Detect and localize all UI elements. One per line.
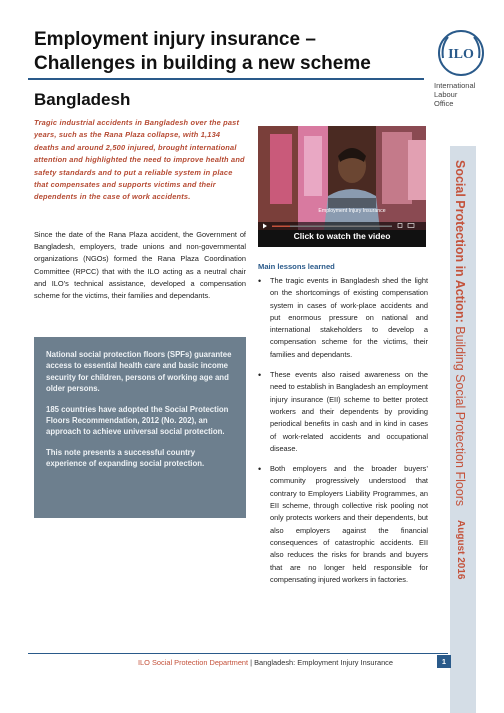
- logo-line: Labour: [434, 90, 458, 99]
- lessons-list: [258, 275, 428, 594]
- ilo-logo: [434, 28, 488, 108]
- series-title-bold: Social Protection in Action:: [453, 160, 467, 323]
- logo-text: [434, 81, 488, 108]
- intro-paragraph: Tragic industrial accidents in Bangladesh over the past years, such as the Rana Plaza collapse, with 1,134 deaths and around 2,500 injured, brought international attention and highlighted the need to improve health and safety standards and to put a reliable system in place that compensates and supports victims and their dependents in the case of work accidents.: [34, 118, 245, 202]
- page-footer: [138, 658, 393, 667]
- video-caption: Employment Injury Insurance: [318, 208, 386, 214]
- header-divider: [28, 78, 424, 80]
- publication-date: August 2016: [455, 520, 466, 580]
- callout-paragraph: 185 countries have adopted the Social Protection Floors Recommendation, 2012 (No. 202), an approach to achieve universal social protection.: [46, 404, 229, 437]
- list-item: • These events also raised awareness on the need to establish in Bangladesh an employment injury insurance (EII) scheme to better protect workers and their dependents by providing periodical benefits in cash and in kind in cases of work-related accidents and occupational disease.: [258, 369, 428, 455]
- list-item: • Both employers and the broader buyers’ community progressively understood that contrary to Employers Liability Programmes, an EII scheme, through collective risk pooling not only protects workers and their dependents, but also employers against the financial consequences of catastrophic accidents. EII also reduces the risks for brands and buyers that are no longer held responsible for compensating injured workers in factories.: [258, 463, 428, 586]
- country-heading: Bangladesh: [34, 90, 131, 109]
- video-scene-image: [258, 126, 426, 230]
- footer-divider: [28, 653, 448, 654]
- list-item: • The tragic events in Bangladesh shed the light on the shortcomings of existing compensation system in cases of work-place accidents and put enormous pressure on national and international stakeholders to develop a compensation scheme for the victims, their families and dependants.: [258, 275, 428, 361]
- logo-line: International: [434, 81, 476, 90]
- callout-paragraph: This note presents a successful country experience of expanding social protection.: [46, 447, 205, 469]
- spf-callout-box: [34, 337, 246, 518]
- footer-department: ILO Social Protection Department: [138, 658, 249, 667]
- callout-paragraph: National social protection floors (SPFs) guarantee access to essential health care and basic income security for children, persons of working age and older persons.: [46, 350, 232, 394]
- series-title-rest: Building Social Protection Floors: [453, 326, 467, 507]
- footer-doc-title: Bangladesh: Employment Injury Insurance: [254, 658, 393, 667]
- logo-mark: ILO: [448, 47, 474, 62]
- ilo-emblem-icon: [434, 28, 488, 78]
- video-progress[interactable]: [272, 226, 290, 228]
- watch-video-link[interactable]: Click to watch the video: [293, 231, 391, 241]
- footer-separator: |: [248, 658, 255, 667]
- page-number: 1: [437, 655, 451, 668]
- video-thumbnail[interactable]: [258, 126, 426, 247]
- document-title: Employment injury insurance – Challenges in building a new scheme: [34, 29, 371, 74]
- series-title: [453, 160, 467, 506]
- body-paragraph: Since the date of the Rana Plaza accident, the Government of Bangladesh, employers, trade unions and non-governmental organizations (NGOs) formed the Rana Plaza Coordination Committee (RPCC) that with the ILO acting as a neutral chair and ILO’s technical assistance, developed a compensation scheme for the victims, their families and dependants.: [34, 230, 246, 301]
- lessons-heading: Main lessons learned: [258, 262, 335, 271]
- logo-line: Office: [434, 99, 454, 108]
